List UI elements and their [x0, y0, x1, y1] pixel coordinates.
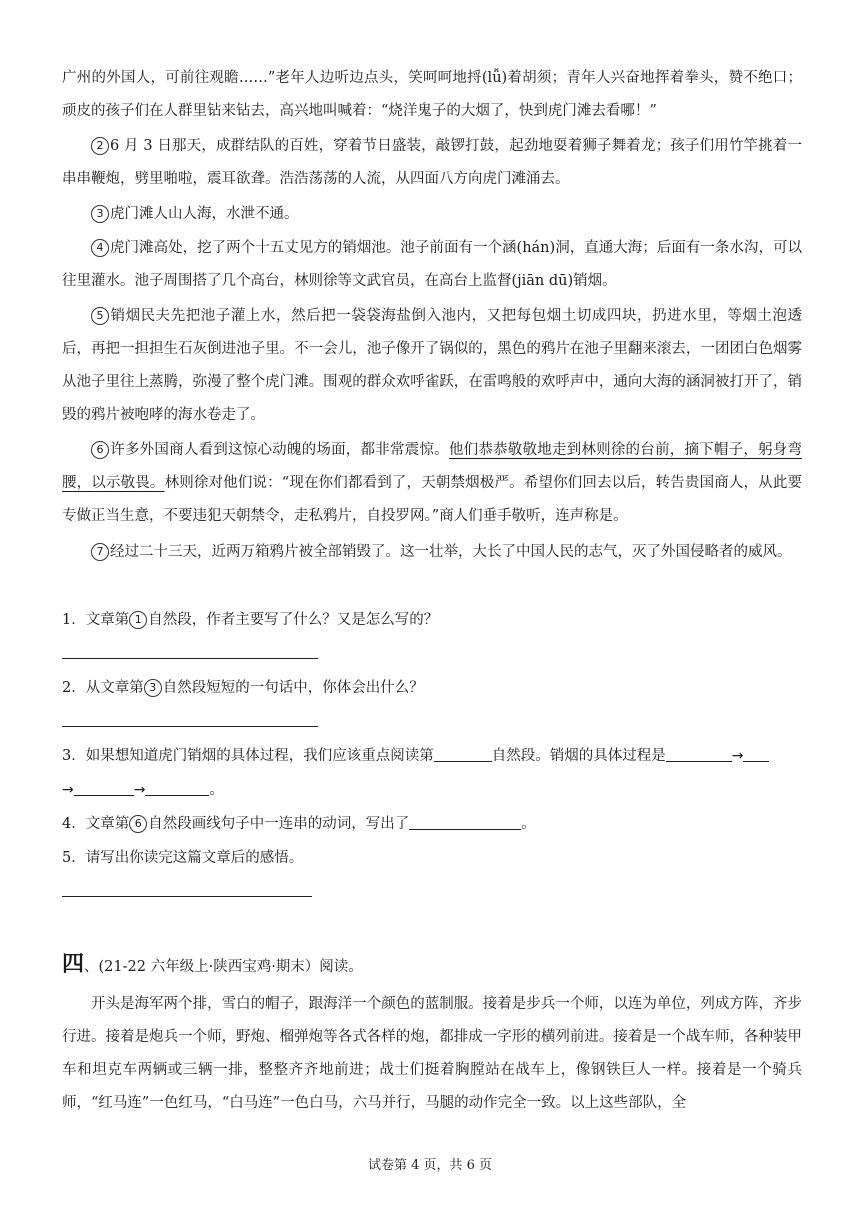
arrow-icon: → — [731, 748, 744, 764]
blank-step-4[interactable] — [145, 779, 209, 796]
paragraph-number-4: 4 — [91, 239, 109, 257]
paragraph-5: 5 销烟民夫先把池子灌上水，然后把一袋袋海盐倒入池内，又把每包烟土切成四块，扔进水里，等烟土泡透后，再把一担担生石灰倒进池子里。不一会儿，池子像开了锅似的，黑色的鸦片在池子里翻来滚去，一团团白色烟雾从池子里往上蒸腾，弥漫了整个虎门滩。围观的群众欢呼雀跃，在雷鸣般的欢呼声中，通向大海的涵洞被打开了，销毁的鸦片被咆哮的海水卷走了。 — [62, 308, 802, 423]
answer-line-q1[interactable] — [62, 658, 318, 659]
paragraph-ref-1: 1 — [129, 611, 147, 629]
question-2: 2．从文章第 3 自然段短短的一句话中，你体会出什么？ — [62, 680, 424, 696]
paragraph-3: 3 虎门滩人山人海，水泄不通。 — [62, 198, 802, 231]
paragraph-number-5: 5 — [91, 307, 109, 325]
paragraph-continued: 广州的外国人，可前往观瞻……”老年人边听边点头，笑呵呵地捋(lǚ)着胡须；青年人兴奋地挥着拳头，赞不绝口；顽皮的孩子们在人群里钻来钻去，高兴地叫喊着：“烧洋鬼子的大烟了，快到虎门滩去看哪！” — [62, 70, 802, 119]
paragraph-ref-6: 6 — [129, 815, 147, 833]
paragraph-number-2: 2 — [91, 137, 109, 155]
section-source: 、(21-22 六年级上·陕西宝鸡·期末）阅读。 — [84, 959, 363, 975]
answer-line-q2[interactable] — [62, 726, 318, 727]
blank-q4[interactable] — [409, 813, 521, 830]
paragraph-4: 4 虎门滩高处，挖了两个十五丈见方的销烟池。池子前面有一个涵(hán)洞，直通大海；后面有一条水沟，可以往里灌水。池子周围搭了几个高台，林则徐等文武官员，在高台上监督(jiān dū)销烟。 — [62, 240, 802, 289]
page-footer: 试卷第 4 页，共 6 页 — [367, 1158, 493, 1173]
paragraph-number-6: 6 — [91, 441, 109, 459]
arrow-icon: → — [62, 782, 74, 798]
question-3: 3．如果想知道虎门销烟的具体过程，我们应该重点阅读第 自然段。销烟的具体过程是 → — [62, 744, 802, 768]
paragraph-number-7: 7 — [91, 543, 109, 561]
blank-step-3[interactable] — [74, 779, 134, 796]
question-1: 1．文章第 1 自然段，作者主要写了什么？又是怎么写的？ — [62, 612, 439, 628]
paragraph-2: 2 6 月 3 日那天，成群结队的百姓，穿着节日盛装，敲锣打鼓，起劲地耍着狮子舞着龙；孩子们用竹竿挑着一串串鞭炮，劈里啪啦，震耳欲聋。浩浩荡荡的人流，从四面八方向虎门滩涌去。 — [62, 138, 802, 187]
blank-step-2[interactable] — [743, 745, 769, 762]
question-5: 5．请写出你读完这篇文章后的感悟。 — [62, 850, 304, 866]
section-heading — [62, 950, 363, 982]
answer-line-q5[interactable] — [62, 896, 312, 897]
paragraph-number-3: 3 — [91, 205, 109, 223]
paragraph-ref-3: 3 — [144, 679, 162, 697]
question-3-continued: → → 。 — [62, 778, 802, 802]
paragraph-7: 7 经过二十三天，近两万箱鸦片被全部销毁了。这一壮举，大长了中国人民的志气，灭了外国侵略者的威风。 — [62, 536, 802, 569]
blank-paragraph-number[interactable] — [434, 745, 492, 762]
blank-step-1[interactable] — [666, 745, 732, 762]
underlined-sentence: 他们恭恭敬敬地走到林则徐的台前，摘下帽子，躬身弯腰，以示敬畏。 — [62, 442, 803, 491]
section-4-passage: 开头是海军两个排，雪白的帽子，跟海洋一个颜色的蓝制服。接着是步兵一个师，以连为单位，列成方阵，齐步行进。接着是炮兵一个师，野炮、榴弹炮等各式各样的炮，都排成一字形的横列前进。接着是一个战车师，各种装甲车和坦克车两辆或三辆一排，整整齐齐地前进；战士们挺着胸膛站在战车上，像钢铁巨人一样。接着是一个骑兵师，“红马连”一色红马，“白马连”一色白马，六马并行，马腿的动作完全一致。以上这些部队，全 — [62, 996, 802, 1111]
question-4: 4．文章第 6 自然段画线句子中一连串的动词，写出了 。 — [62, 812, 802, 836]
section-number: 四 — [62, 952, 85, 977]
arrow-icon: → — [133, 782, 146, 798]
paragraph-6: 6 许多外国商人看到这惊心动魄的场面，都非常震惊。他们恭恭敬敬地走到林则徐的台前，摘下帽子，躬身弯腰，以示敬畏。林则徐对他们说：“现在你们都看到了，天朝禁烟极严。希望你们回去以后，转告贵国商人，从此要专做正当生意，不要违犯天朝禁令，走私鸦片，自投罗网。”商人们垂手敬听，连声称是。 — [62, 442, 803, 524]
